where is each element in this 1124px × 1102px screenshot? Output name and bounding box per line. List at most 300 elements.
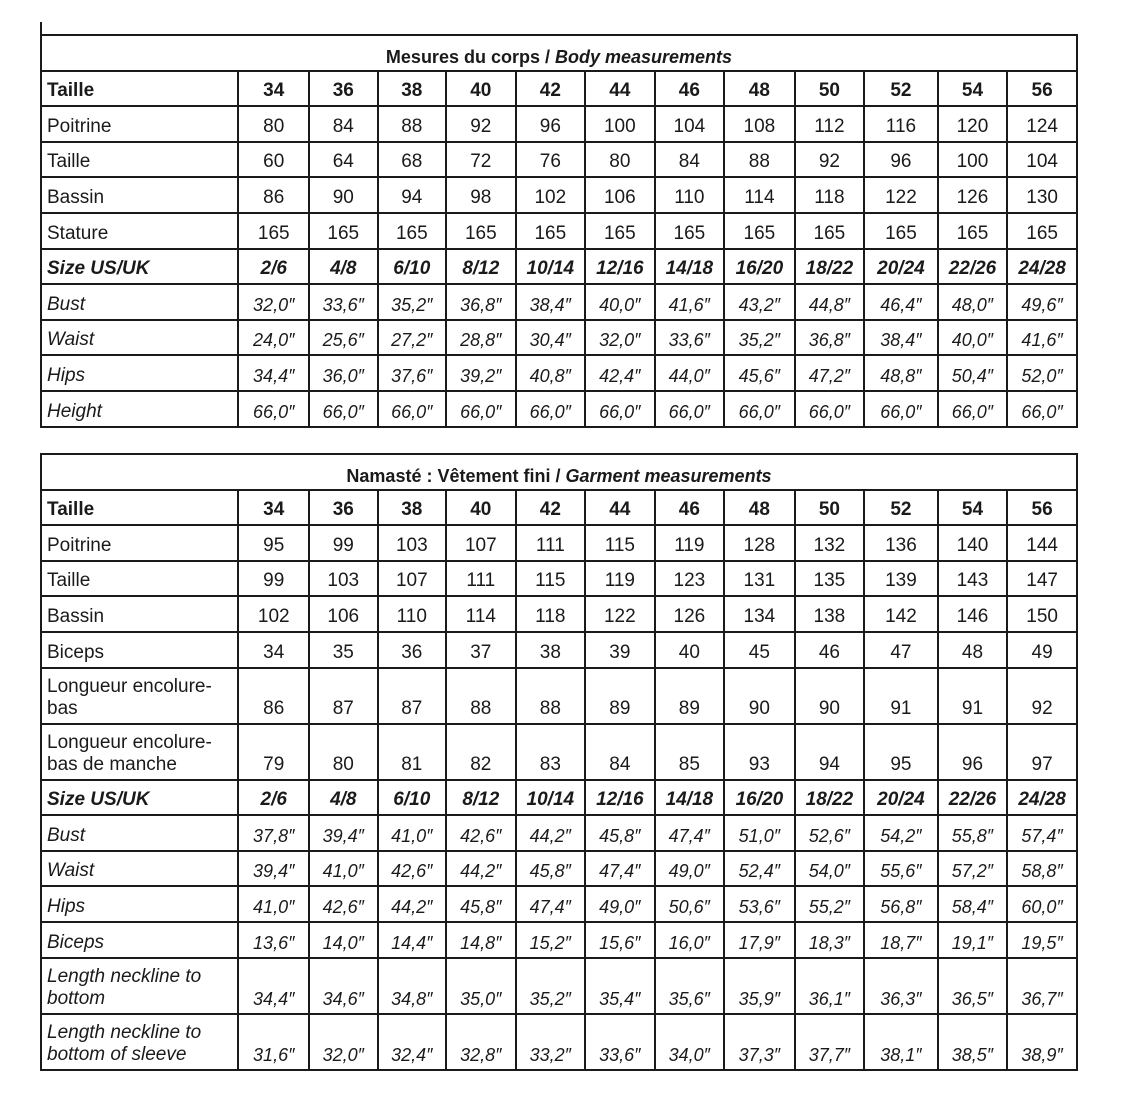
measurement-cell: 34,4″ — [238, 958, 309, 1014]
size-header-cell: 56 — [1007, 490, 1077, 526]
measurement-cell: 39,4″ — [309, 815, 378, 851]
table-row — [41, 391, 1077, 427]
size-header-cell: 16/20 — [724, 780, 795, 816]
size-header-cell: 12/16 — [585, 780, 655, 816]
measurement-cell: 34,0″ — [655, 1014, 725, 1070]
measurement-cell: 165 — [378, 213, 447, 249]
measurement-cell: 39,2″ — [446, 355, 516, 391]
table-row — [41, 106, 1077, 142]
measurement-cell: 99 — [309, 525, 378, 561]
measurement-cell: 36 — [378, 632, 447, 668]
table-row — [41, 815, 1077, 851]
measurement-cell: 13,6″ — [238, 922, 309, 958]
measurement-cell: 108 — [724, 106, 795, 142]
table-title — [41, 454, 1077, 490]
page-edge-mark — [40, 22, 42, 34]
row-label: Bassin — [41, 177, 238, 213]
measurement-cell: 99 — [238, 561, 309, 597]
measurement-cell: 41,6″ — [655, 284, 725, 320]
measurement-cell: 93 — [724, 724, 795, 780]
measurement-cell: 165 — [309, 213, 378, 249]
measurement-cell: 44,0″ — [655, 355, 725, 391]
measurement-cell: 54,2″ — [864, 815, 938, 851]
size-header-cell: 38 — [378, 490, 447, 526]
table-row — [41, 177, 1077, 213]
size-header-cell: 2/6 — [238, 780, 309, 816]
measurement-cell: 118 — [516, 596, 586, 632]
measurement-cell: 41,0″ — [238, 886, 309, 922]
size-header-cell: 54 — [938, 71, 1008, 107]
size-header-cell: 36 — [309, 490, 378, 526]
measurement-cell: 110 — [655, 177, 725, 213]
size-header-cell: 8/12 — [446, 249, 516, 285]
table-row — [41, 958, 1077, 1014]
size-header-cell: 12/16 — [585, 249, 655, 285]
size-header-cell: 8/12 — [446, 780, 516, 816]
size-header-cell: 4/8 — [309, 249, 378, 285]
measurement-cell: 35 — [309, 632, 378, 668]
us-size-header-row — [41, 780, 1077, 816]
size-header-cell: 46 — [655, 71, 725, 107]
size-header-cell: 36 — [309, 71, 378, 107]
measurement-cell: 43,2″ — [724, 284, 795, 320]
measurement-cell: 106 — [309, 596, 378, 632]
measurement-cell: 165 — [655, 213, 725, 249]
table-row — [41, 284, 1077, 320]
measurement-cell: 24,0″ — [238, 320, 309, 356]
table-row — [41, 525, 1077, 561]
measurement-cell: 84 — [585, 724, 655, 780]
measurement-cell: 55,8″ — [938, 815, 1008, 851]
measurement-cell: 136 — [864, 525, 938, 561]
measurement-cell: 37,7″ — [795, 1014, 865, 1070]
measurement-cell: 45,8″ — [446, 886, 516, 922]
table-title-row — [41, 454, 1077, 490]
measurement-cell: 106 — [585, 177, 655, 213]
measurement-cell: 33,2″ — [516, 1014, 586, 1070]
measurement-cell: 39,4″ — [238, 851, 309, 887]
measurement-cell: 165 — [1007, 213, 1077, 249]
measurement-cell: 57,4″ — [1007, 815, 1077, 851]
measurement-cell: 130 — [1007, 177, 1077, 213]
row-label: Bust — [41, 815, 238, 851]
measurement-cell: 14,8″ — [446, 922, 516, 958]
measurement-cell: 36,8″ — [446, 284, 516, 320]
table-row — [41, 320, 1077, 356]
measurement-cell: 60,0″ — [1007, 886, 1077, 922]
measurement-cell: 17,9″ — [724, 922, 795, 958]
row-label: Hips — [41, 886, 238, 922]
measurement-cell: 49,0″ — [585, 886, 655, 922]
measurement-cell: 122 — [585, 596, 655, 632]
measurement-cell: 37,3″ — [724, 1014, 795, 1070]
measurement-cell: 80 — [309, 724, 378, 780]
measurement-cell: 38 — [516, 632, 586, 668]
measurement-cell: 165 — [585, 213, 655, 249]
measurement-cell: 35,6″ — [655, 958, 725, 1014]
measurement-cell: 52,4″ — [724, 851, 795, 887]
measurement-cell: 87 — [378, 668, 447, 724]
measurement-cell: 72 — [446, 142, 516, 178]
measurement-cell: 60 — [238, 142, 309, 178]
measurement-cell: 49,0″ — [655, 851, 725, 887]
measurement-cell: 34,6″ — [309, 958, 378, 1014]
header-label: Taille — [41, 71, 238, 107]
header-label: Taille — [41, 490, 238, 526]
measurement-cell: 35,9″ — [724, 958, 795, 1014]
row-label: Length neckline to bottom of sleeve — [41, 1014, 238, 1070]
measurement-cell: 91 — [864, 668, 938, 724]
measurement-cell: 48,0″ — [938, 284, 1008, 320]
measurement-cell: 55,6″ — [864, 851, 938, 887]
measurement-cell: 146 — [938, 596, 1008, 632]
measurement-cell: 165 — [724, 213, 795, 249]
size-header-cell: 42 — [516, 71, 586, 107]
measurement-cell: 39 — [585, 632, 655, 668]
measurement-cell: 96 — [864, 142, 938, 178]
measurement-cell: 86 — [238, 177, 309, 213]
size-header-cell: 4/8 — [309, 780, 378, 816]
measurement-cell: 45,8″ — [585, 815, 655, 851]
measurement-cell: 37,8″ — [238, 815, 309, 851]
measurement-cell: 76 — [516, 142, 586, 178]
measurement-cell: 49 — [1007, 632, 1077, 668]
measurement-cell: 56,8″ — [864, 886, 938, 922]
measurement-cell: 35,4″ — [585, 958, 655, 1014]
measurement-cell: 111 — [446, 561, 516, 597]
measurement-cell: 47,4″ — [585, 851, 655, 887]
measurement-cell: 55,2″ — [795, 886, 865, 922]
measurement-cell: 142 — [864, 596, 938, 632]
measurement-cell: 102 — [516, 177, 586, 213]
size-header-cell: 10/14 — [516, 249, 586, 285]
measurement-cell: 30,4″ — [516, 320, 586, 356]
measurement-cell: 50,4″ — [938, 355, 1008, 391]
measurement-cell: 37,6″ — [378, 355, 447, 391]
measurement-cell: 120 — [938, 106, 1008, 142]
measurement-cell: 66,0″ — [1007, 391, 1077, 427]
measurement-cell: 41,0″ — [378, 815, 447, 851]
measurement-cell: 165 — [938, 213, 1008, 249]
row-label: Waist — [41, 320, 238, 356]
measurement-cell: 66,0″ — [724, 391, 795, 427]
measurement-cell: 88 — [724, 142, 795, 178]
size-header-cell: 56 — [1007, 71, 1077, 107]
measurement-cell: 95 — [238, 525, 309, 561]
measurement-cell: 33,6″ — [309, 284, 378, 320]
measurement-cell: 48 — [938, 632, 1008, 668]
measurement-cell: 132 — [795, 525, 865, 561]
size-header-cell: 20/24 — [864, 780, 938, 816]
size-header-cell: 38 — [378, 71, 447, 107]
measurement-cell: 66,0″ — [585, 391, 655, 427]
size-header-cell: 2/6 — [238, 249, 309, 285]
measurement-cell: 18,3″ — [795, 922, 865, 958]
table-row — [41, 561, 1077, 597]
measurement-cell: 89 — [655, 668, 725, 724]
measurement-cell: 44,2″ — [446, 851, 516, 887]
measurement-cell: 119 — [585, 561, 655, 597]
measurement-cell: 47 — [864, 632, 938, 668]
row-label: Stature — [41, 213, 238, 249]
measurement-cell: 45,6″ — [724, 355, 795, 391]
measurement-cell: 32,0″ — [238, 284, 309, 320]
measurement-cell: 44,2″ — [516, 815, 586, 851]
measurement-cell: 144 — [1007, 525, 1077, 561]
measurement-cell: 32,0″ — [309, 1014, 378, 1070]
measurement-cell: 42,6″ — [309, 886, 378, 922]
header-label: Size US/UK — [41, 249, 238, 285]
measurement-cell: 34,4″ — [238, 355, 309, 391]
table-row — [41, 724, 1077, 780]
measurement-cell: 45 — [724, 632, 795, 668]
measurement-cell: 110 — [378, 596, 447, 632]
measurement-cell: 40,0″ — [585, 284, 655, 320]
body-measurements-table — [40, 34, 1078, 428]
measurement-cell: 40,8″ — [516, 355, 586, 391]
measurement-cell: 42,6″ — [446, 815, 516, 851]
row-label: Poitrine — [41, 525, 238, 561]
measurement-cell: 25,6″ — [309, 320, 378, 356]
measurement-cell: 165 — [516, 213, 586, 249]
measurement-cell: 34 — [238, 632, 309, 668]
measurement-cell: 66,0″ — [516, 391, 586, 427]
measurement-cell: 36,0″ — [309, 355, 378, 391]
measurement-cell: 52,6″ — [795, 815, 865, 851]
measurement-cell: 123 — [655, 561, 725, 597]
measurement-cell: 15,6″ — [585, 922, 655, 958]
size-header-cell: 24/28 — [1007, 249, 1077, 285]
measurement-cell: 36,8″ — [795, 320, 865, 356]
table-row — [41, 596, 1077, 632]
measurement-cell: 147 — [1007, 561, 1077, 597]
size-header-cell: 24/28 — [1007, 780, 1077, 816]
table-title-english: Garment measurements — [565, 465, 772, 486]
measurement-cell: 37 — [446, 632, 516, 668]
size-header-cell: 44 — [585, 490, 655, 526]
measurement-cell: 14,4″ — [378, 922, 447, 958]
measurement-cell: 66,0″ — [655, 391, 725, 427]
measurement-cell: 88 — [378, 106, 447, 142]
measurement-cell: 79 — [238, 724, 309, 780]
measurement-cell: 44,8″ — [795, 284, 865, 320]
size-header-cell: 18/22 — [795, 780, 865, 816]
measurement-cell: 111 — [516, 525, 586, 561]
measurement-cell: 98 — [446, 177, 516, 213]
measurement-cell: 35,2″ — [724, 320, 795, 356]
measurement-cell: 91 — [938, 668, 1008, 724]
garment-measurements-table — [40, 453, 1078, 1071]
measurement-cell: 94 — [378, 177, 447, 213]
measurement-cell: 19,5″ — [1007, 922, 1077, 958]
measurement-cell: 36,1″ — [795, 958, 865, 1014]
measurement-cell: 107 — [378, 561, 447, 597]
measurement-cell: 41,6″ — [1007, 320, 1077, 356]
measurement-cell: 112 — [795, 106, 865, 142]
size-header-cell: 14/18 — [655, 249, 725, 285]
size-header-cell: 50 — [795, 490, 865, 526]
row-label: Bassin — [41, 596, 238, 632]
measurement-cell: 31,6″ — [238, 1014, 309, 1070]
measurement-cell: 38,1″ — [864, 1014, 938, 1070]
table-row — [41, 886, 1077, 922]
measurement-cell: 94 — [795, 724, 865, 780]
size-header-cell: 6/10 — [378, 780, 447, 816]
measurement-cell: 42,6″ — [378, 851, 447, 887]
measurement-cell: 90 — [309, 177, 378, 213]
metric-size-header-row — [41, 71, 1077, 107]
table-row — [41, 213, 1077, 249]
measurement-cell: 86 — [238, 668, 309, 724]
measurement-cell: 19,1″ — [938, 922, 1008, 958]
measurement-cell: 81 — [378, 724, 447, 780]
measurement-cell: 103 — [378, 525, 447, 561]
measurement-cell: 131 — [724, 561, 795, 597]
size-header-cell: 48 — [724, 71, 795, 107]
table-row — [41, 851, 1077, 887]
size-header-cell: 16/20 — [724, 249, 795, 285]
table-title-english: Body measurements — [554, 46, 733, 67]
row-label: Taille — [41, 561, 238, 597]
measurement-cell: 84 — [655, 142, 725, 178]
measurement-cell: 104 — [655, 106, 725, 142]
size-header-cell: 14/18 — [655, 780, 725, 816]
measurement-cell: 80 — [585, 142, 655, 178]
measurement-cell: 126 — [938, 177, 1008, 213]
row-label: Bust — [41, 284, 238, 320]
table-row — [41, 922, 1077, 958]
measurement-cell: 35,2″ — [516, 958, 586, 1014]
measurement-cell: 85 — [655, 724, 725, 780]
row-label: Biceps — [41, 922, 238, 958]
measurement-cell: 38,9″ — [1007, 1014, 1077, 1070]
measurement-cell: 15,2″ — [516, 922, 586, 958]
size-header-cell: 44 — [585, 71, 655, 107]
size-header-cell: 18/22 — [795, 249, 865, 285]
measurement-cell: 102 — [238, 596, 309, 632]
measurement-cell: 114 — [446, 596, 516, 632]
measurement-cell: 165 — [446, 213, 516, 249]
measurement-cell: 45,8″ — [516, 851, 586, 887]
measurement-cell: 32,8″ — [446, 1014, 516, 1070]
measurement-cell: 46,4″ — [864, 284, 938, 320]
table-row — [41, 1014, 1077, 1070]
row-label: Height — [41, 391, 238, 427]
measurement-cell: 88 — [446, 668, 516, 724]
measurement-cell: 27,2″ — [378, 320, 447, 356]
size-header-cell: 50 — [795, 71, 865, 107]
size-header-cell: 34 — [238, 490, 309, 526]
measurement-cell: 80 — [238, 106, 309, 142]
measurement-cell: 118 — [795, 177, 865, 213]
size-header-cell: 46 — [655, 490, 725, 526]
table-row — [41, 142, 1077, 178]
measurement-cell: 50,6″ — [655, 886, 725, 922]
measurement-cell: 36,5″ — [938, 958, 1008, 1014]
table-title — [41, 35, 1077, 71]
size-header-cell: 10/14 — [516, 780, 586, 816]
measurement-cell: 36,7″ — [1007, 958, 1077, 1014]
measurement-cell: 14,0″ — [309, 922, 378, 958]
size-header-cell: 48 — [724, 490, 795, 526]
measurement-cell: 51,0″ — [724, 815, 795, 851]
measurement-cell: 53,6″ — [724, 886, 795, 922]
measurement-cell: 126 — [655, 596, 725, 632]
measurement-cell: 48,8″ — [864, 355, 938, 391]
measurement-cell: 44,2″ — [378, 886, 447, 922]
measurement-cell: 34,8″ — [378, 958, 447, 1014]
measurement-cell: 90 — [724, 668, 795, 724]
measurement-cell: 97 — [1007, 724, 1077, 780]
measurement-cell: 52,0″ — [1007, 355, 1077, 391]
measurement-cell: 66,0″ — [938, 391, 1008, 427]
measurement-cell: 122 — [864, 177, 938, 213]
measurement-cell: 103 — [309, 561, 378, 597]
measurement-cell: 42,4″ — [585, 355, 655, 391]
size-header-cell: 6/10 — [378, 249, 447, 285]
measurement-cell: 33,6″ — [655, 320, 725, 356]
measurement-cell: 165 — [864, 213, 938, 249]
measurement-cell: 135 — [795, 561, 865, 597]
measurement-cell: 140 — [938, 525, 1008, 561]
measurement-cell: 47,2″ — [795, 355, 865, 391]
measurement-cell: 58,4″ — [938, 886, 1008, 922]
measurement-cell: 49,6″ — [1007, 284, 1077, 320]
table-title-french: Namasté : Vêtement fini / — [346, 465, 566, 486]
measurement-cell: 165 — [795, 213, 865, 249]
measurement-cell: 66,0″ — [795, 391, 865, 427]
measurement-cell: 84 — [309, 106, 378, 142]
measurement-cell: 82 — [446, 724, 516, 780]
measurement-cell: 32,4″ — [378, 1014, 447, 1070]
table-title-french: Mesures du corps / — [385, 46, 555, 67]
measurement-cell: 138 — [795, 596, 865, 632]
measurement-cell: 66,0″ — [238, 391, 309, 427]
measurement-cell: 38,5″ — [938, 1014, 1008, 1070]
measurement-cell: 16,0″ — [655, 922, 725, 958]
row-label: Poitrine — [41, 106, 238, 142]
measurement-cell: 90 — [795, 668, 865, 724]
measurement-cell: 83 — [516, 724, 586, 780]
measurement-cell: 66,0″ — [378, 391, 447, 427]
measurement-cell: 165 — [238, 213, 309, 249]
measurement-cell: 66,0″ — [446, 391, 516, 427]
size-header-cell: 20/24 — [864, 249, 938, 285]
size-header-cell: 40 — [446, 490, 516, 526]
measurement-cell: 36,3″ — [864, 958, 938, 1014]
measurement-cell: 139 — [864, 561, 938, 597]
us-size-header-row — [41, 249, 1077, 285]
row-label: Waist — [41, 851, 238, 887]
measurement-cell: 47,4″ — [655, 815, 725, 851]
size-header-cell: 52 — [864, 71, 938, 107]
measurement-cell: 35,0″ — [446, 958, 516, 1014]
table-row — [41, 632, 1077, 668]
measurement-cell: 18,7″ — [864, 922, 938, 958]
measurement-cell: 116 — [864, 106, 938, 142]
measurement-cell: 64 — [309, 142, 378, 178]
table-row — [41, 355, 1077, 391]
measurement-cell: 89 — [585, 668, 655, 724]
measurement-cell: 38,4″ — [864, 320, 938, 356]
measurement-cell: 104 — [1007, 142, 1077, 178]
measurement-cell: 128 — [724, 525, 795, 561]
measurement-cell: 68 — [378, 142, 447, 178]
measurement-cell: 32,0″ — [585, 320, 655, 356]
measurement-cell: 58,8″ — [1007, 851, 1077, 887]
measurement-cell: 115 — [516, 561, 586, 597]
measurement-cell: 66,0″ — [309, 391, 378, 427]
